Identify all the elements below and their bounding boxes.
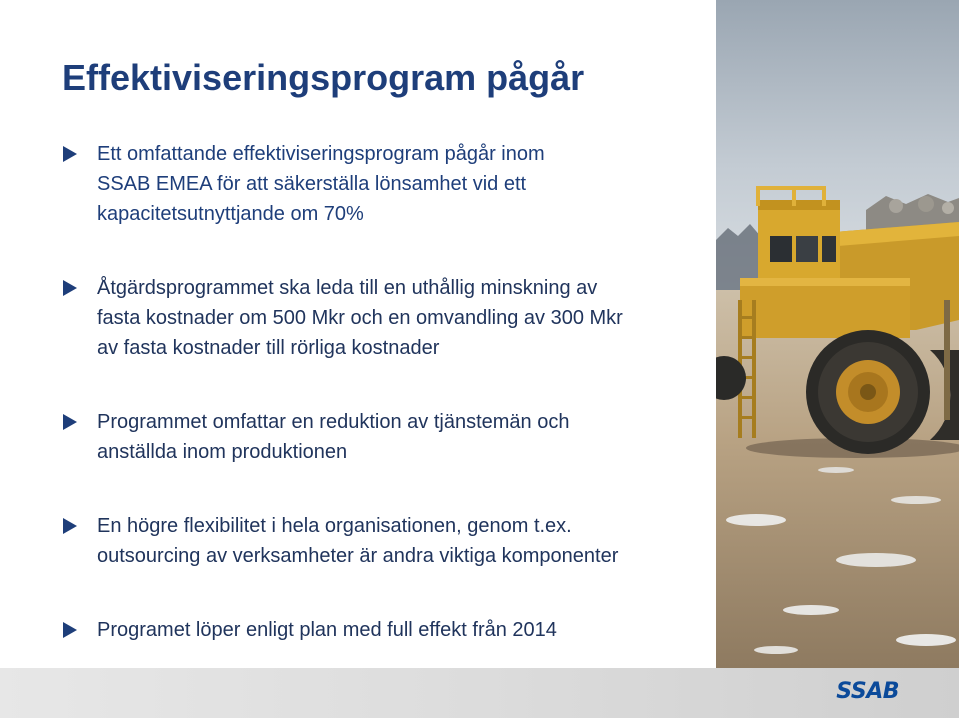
bullet-line: av fasta kostnader till rörliga kostnader <box>97 337 440 359</box>
bullet-line: fasta kostnader om 500 Mkr och en omvandling av 300 Mkr <box>97 307 623 329</box>
bullet-line: outsourcing av verksamheter är andra viktiga komponenter <box>97 545 619 567</box>
mining-dump-truck-photo <box>716 0 959 668</box>
bullet-line: Åtgärdsprogrammet ska leda till en uthållig minskning av <box>97 277 598 299</box>
bullet-item <box>62 139 712 229</box>
bullet-item <box>62 273 712 363</box>
bullet-item <box>62 511 712 571</box>
footer-bar <box>0 668 959 718</box>
triangle-arrow-icon <box>62 280 78 296</box>
bullet-line: kapacitetsutnyttjande om 70% <box>97 203 364 225</box>
triangle-arrow-icon <box>62 518 78 534</box>
bullet-line: anställda inom produktionen <box>97 441 348 463</box>
bullet-line: SSAB EMEA för att säkerställa lönsamhet vid ett <box>97 173 527 195</box>
bullet-item <box>62 615 712 645</box>
bullet-list <box>62 139 712 645</box>
ssab-logo: SSAB <box>836 679 899 704</box>
bullet-line: En högre flexibilitet i hela organisationen, genom t.ex. <box>97 515 572 537</box>
bullet-item <box>62 407 712 467</box>
bullet-line: Programet löper enligt plan med full effekt från 2014 <box>97 619 557 641</box>
triangle-arrow-icon <box>62 622 78 638</box>
triangle-arrow-icon <box>62 146 78 162</box>
triangle-arrow-icon <box>62 414 78 430</box>
bullet-line: Ett omfattande effektiviseringsprogram pågår inom <box>97 143 545 165</box>
slide-title: Effektiviseringsprogram pågår <box>62 57 585 98</box>
bullet-line: Programmet omfattar en reduktion av tjänstemän och <box>97 411 570 433</box>
